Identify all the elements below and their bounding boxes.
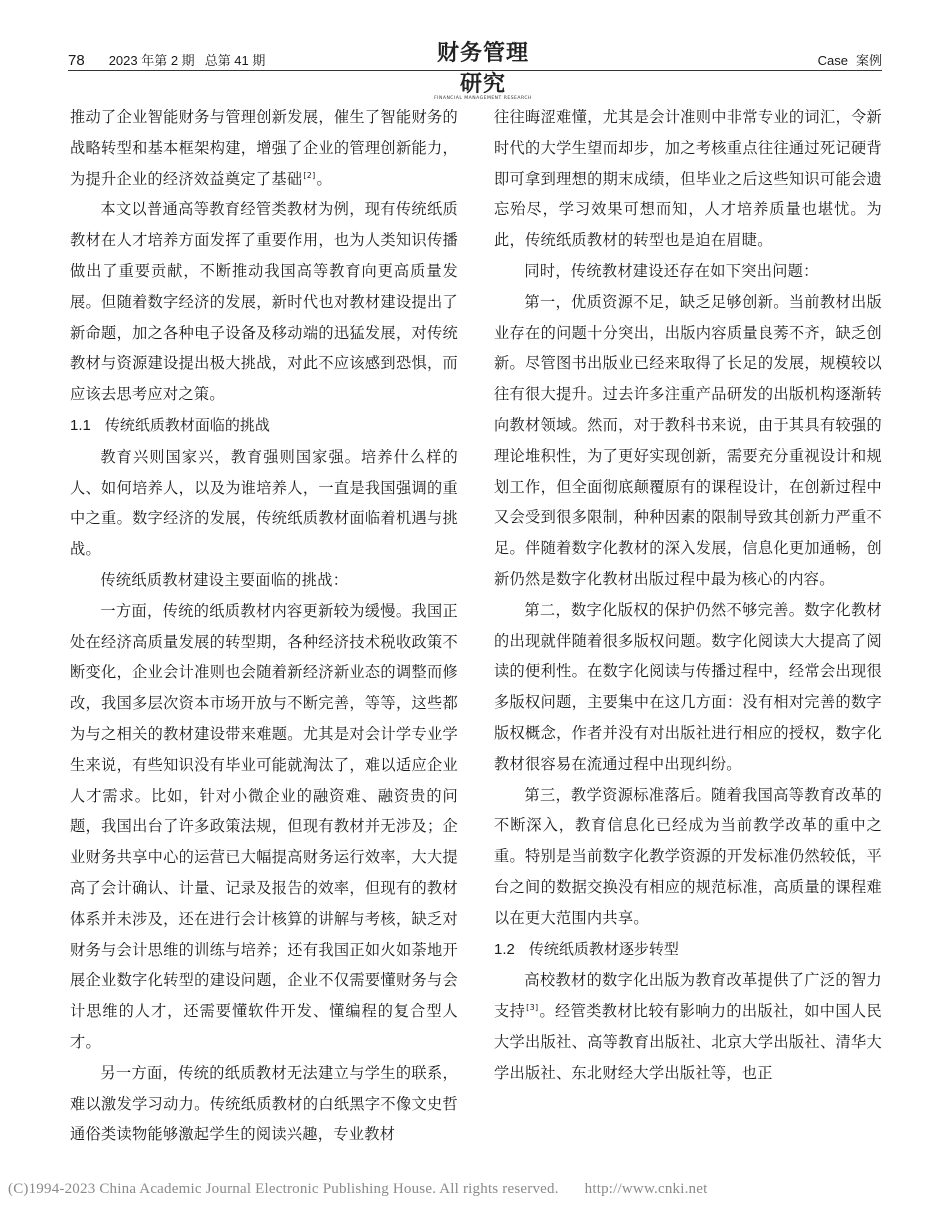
paragraph: 第二，数字化版权的保护仍然不够完善。数字化教材的出现就伴随着很多版权问题。数字化阅读大大提高了阅读的便利性。在数字化阅读与传播过程中，经常会出现很多版权问题，主要集中在这几方面：没有相对完善的数字版权概念，作者并没有对出版社进行相应的授权，数字化教材很容易在流通过程中出现纠纷。 [494, 600, 882, 773]
section-heading [494, 934, 882, 966]
paragraph: 另一方面，传统的纸质教材无法建立与学生的联系，难以激发学习动力。传统纸质教材的白纸黑字不像文史哲通俗类读物能够激起学生的阅读兴趣，专业教材 [70, 1063, 458, 1144]
total-issue-label: 总第 41 期 [204, 53, 266, 68]
header-right [818, 50, 882, 69]
header-rule [68, 70, 882, 71]
copyright-text: (C)1994-2023 China Academic Journal Electronic Publishing House. All rights reserved. [8, 1181, 559, 1197]
journal-logo [428, 36, 538, 101]
issue-label: 2023 年第 2 期 [108, 53, 195, 68]
copyright-footer [8, 1181, 942, 1198]
paragraph: 高校教材的数字化出版为教育改革提供了广泛的智力支持[3]。经管类教材比较有影响力的出版社，如中国人民大学出版社、高等教育出版社、北京大学出版社、清华大学出版社、东北财经大学出版社等，也正 [494, 971, 882, 1082]
section-number: 1.1 [70, 416, 91, 434]
right-column [494, 102, 882, 1089]
left-column [70, 102, 458, 1150]
citation-ref: [3] [526, 1003, 539, 1013]
paragraph: 第三，教学资源标准落后。随着我国高等教育改革的不断深入，教育信息化已经成为当前教学改革的重中之重。特别是当前数字化教学资源的开发标准仍然较低，平台之间的数据交换没有相应的规范标准，高质量的课程难以在更大范围内共享。 [494, 785, 882, 927]
header-left [68, 50, 265, 69]
section-en: Case [817, 53, 848, 68]
paragraph: 传统纸质教材建设主要面临的挑战： [100, 570, 349, 589]
paragraph: 同时，传统教材建设还存在如下突出问题： [524, 261, 819, 280]
citation-ref: [2] [303, 170, 316, 180]
journal-logo-subtitle: FINANCIAL MANAGEMENT RESEARCH [434, 96, 532, 101]
section-title: 传统纸质教材面临的挑战 [104, 415, 270, 434]
page-number: 78 [68, 52, 85, 69]
section-number: 1.2 [494, 940, 515, 958]
paragraph: 第一，优质资源不足，缺乏足够创新。当前教材出版业存在的问题十分突出，出版内容质量良莠不齐，缺乏创新。尽管图书出版业已经来取得了长足的发展，规模较以往有很大提升。过去许多注重产品研发的出版机构逐渐转向教材领域。然而，对于教科书来说，由于其具有较强的理论堆积性，为了更好实现创新，需要充分重视设计和规划工作，但全面彻底颠覆原有的课程设计，在创新过程中又会受到很多限制，种种因素的限制导致其创新力严重不足。伴随着数字化教材的深入发展，信息化更加通畅，创新仍然是数字化教材出版过程中最为核心的内容。 [494, 292, 882, 588]
footer-url[interactable]: http://www.cnki.net [584, 1181, 708, 1197]
section-heading [70, 410, 458, 442]
paragraph: 本文以普通高等教育经管类教材为例，现有传统纸质教材在人才培养方面发挥了重要作用，也为人类知识传播做出了重要贡献，不断推动我国高等教育向更高质量发展。但随着数字经济的发展，新时代也对教材建设提出了新命题，加之各种电子设备及移动端的迅猛发展，对传统教材与资源建设提出极大挑战，对此不应该感到恐惧，而应该去思考应对之策。 [70, 200, 458, 404]
paragraph: 一方面，传统的纸质教材内容更新较为缓慢。我国正处在经济高质量发展的转型期，各种经济技术税收政策不断变化，企业会计准则也会随着新经济新业态的调整而修改，我国多层次资本市场开放与不断完善，等等，这些都为与之相关的教材建设带来难题。尤其是对会计学专业学生来说，有些知识没有毕业可能就淘汰了，难以适应企业人才需求。比如，针对小微企业的融资难、融资贵的问题，我国出台了许多政策法规，但现有教材并无涉及；企业财务共享中心的运营已大幅提高财务运行效率，大大提高了会计确认、计量、记录及报告的效率，但现有的教材体系并未涉及，还在进行会计核算的讲解与考核，缺乏对财务与会计思维的训练与培养；还有我国正如火如荼地开展企业数字化转型的建设问题，企业不仅需要懂财务与会计思维的人才，还需要懂软件开发、懂编程的复合型人才。 [70, 601, 458, 1051]
paragraph: 教育兴则国家兴，教育强则国家强。培养什么样的人、如何培养人，以及为谁培养人，一直是我国强调的重中之重。数字经济的发展，传统纸质教材面临着机遇与挑战。 [70, 447, 458, 559]
journal-logo-title: 财务管理研究 [436, 40, 529, 97]
paragraph: 推动了企业智能财务与管理创新发展，催生了智能财务的战略转型和基本框架构建，增强了企业的管理创新能力，为提升企业的经济效益奠定了基础[2]。 [70, 108, 458, 188]
page-header [68, 40, 882, 101]
paragraph: 往往晦涩难懂，尤其是会计准则中非常专业的词汇，令新时代的大学生望而却步，加之考核重点往往通过死记硬背即可拿到理想的期末成绩，但毕业之后这些知识可能会遗忘殆尽，学习效果可想而知，人才培养质量也堪忧。为此，传统纸质教材的转型也是迫在眉睫。 [494, 108, 882, 250]
section-cn: 案例 [855, 53, 882, 68]
section-title: 传统纸质教材逐步转型 [528, 939, 679, 958]
